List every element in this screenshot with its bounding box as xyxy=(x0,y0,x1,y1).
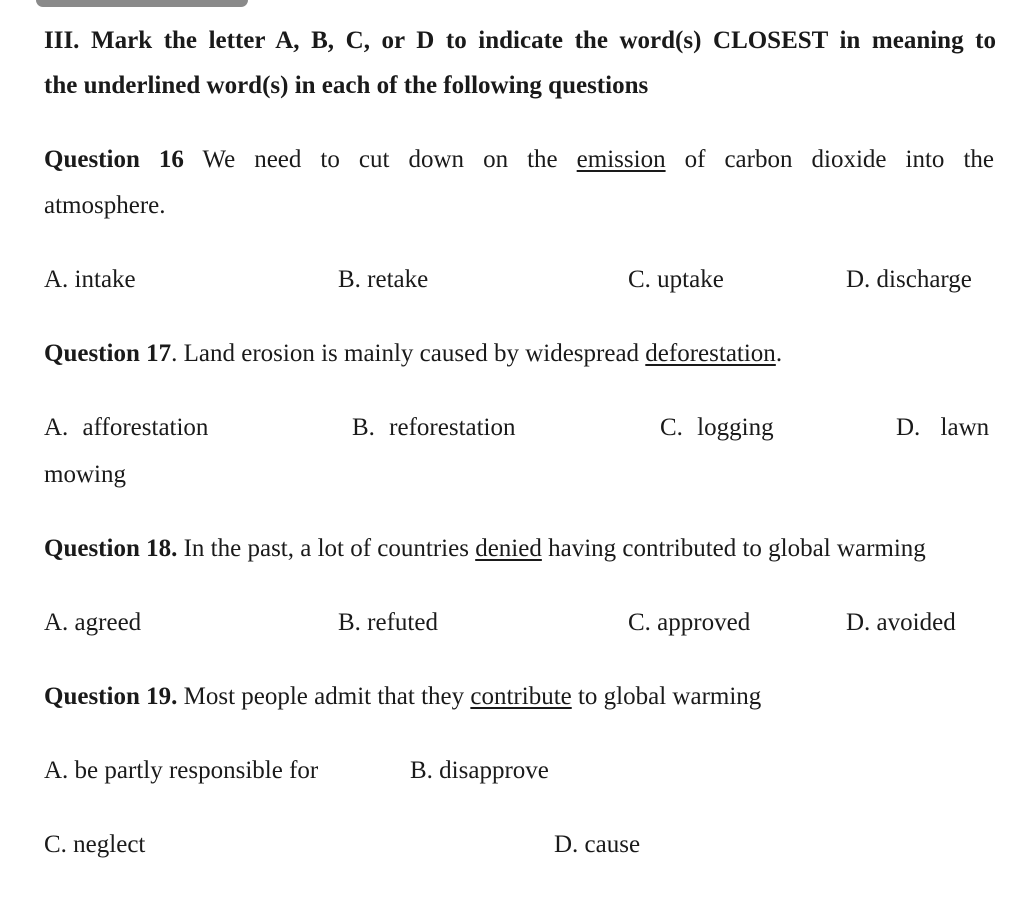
question-18 xyxy=(44,536,926,561)
question-19 xyxy=(44,684,761,709)
question-18-option-d[interactable]: D. avoided xyxy=(846,609,956,636)
question-19-underlined-word: contribute xyxy=(470,683,572,710)
question-17-text-before: . Land erosion is mainly caused by widespread xyxy=(171,340,640,367)
question-19-option-b[interactable]: B. disapprove xyxy=(410,757,549,784)
question-18-option-c[interactable]: C. approved xyxy=(628,609,751,636)
question-19-option-d[interactable]: D. cause xyxy=(554,831,641,858)
question-16-option-b[interactable]: B. retake xyxy=(338,266,429,293)
top-edge-tab xyxy=(36,0,248,7)
question-17-option-d-continuation: mowing xyxy=(44,461,126,488)
question-16-text-after: of carbon dioxide into the xyxy=(684,146,994,173)
question-19-text-after: to global warming xyxy=(577,683,762,710)
question-16-option-a[interactable]: A. intake xyxy=(44,266,136,293)
question-18-label: Question 18. xyxy=(44,535,178,562)
section-heading-line-2: the underlined word(s) in each of the following questions xyxy=(44,72,649,99)
question-16-option-c[interactable]: C. uptake xyxy=(628,266,724,293)
question-18-text-before: In the past, a lot of countries xyxy=(183,535,469,562)
question-17-option-d[interactable]: D. lawn xyxy=(896,414,990,441)
question-19-label: Question 19. xyxy=(44,683,178,710)
question-17-underlined-word: deforestation xyxy=(645,340,776,367)
question-17-text-after: . xyxy=(775,340,783,367)
question-17-option-a[interactable]: A. afforestation xyxy=(44,414,209,441)
question-19-option-c[interactable]: C. neglect xyxy=(44,831,146,858)
question-17-label: Question 17 xyxy=(44,340,172,367)
question-17-option-c[interactable]: C. logging xyxy=(660,414,774,441)
question-19-option-a[interactable]: A. be partly responsible for xyxy=(44,757,319,784)
question-16-text-before: We need to cut down on the xyxy=(202,146,558,173)
question-16-option-d[interactable]: D. discharge xyxy=(846,266,972,293)
question-19-text-before: Most people admit that they xyxy=(183,683,465,710)
question-18-option-a[interactable]: A. agreed xyxy=(44,609,142,636)
section-heading-line-1: III. Mark the letter A, B, C, or D to indicate the word(s) CLOSEST in meaning to xyxy=(44,27,996,54)
question-16-underlined-word: emission xyxy=(576,146,666,173)
question-18-option-b[interactable]: B. refuted xyxy=(338,609,438,636)
question-16-continuation: atmosphere. xyxy=(44,192,166,219)
question-17-option-b[interactable]: B. reforestation xyxy=(352,414,516,441)
question-18-underlined-word: denied xyxy=(475,535,542,562)
question-16-label: Question 16 xyxy=(44,146,184,173)
question-16 xyxy=(44,147,994,172)
question-18-text-after: having contributed to global warming xyxy=(548,535,926,562)
question-17 xyxy=(44,341,782,366)
